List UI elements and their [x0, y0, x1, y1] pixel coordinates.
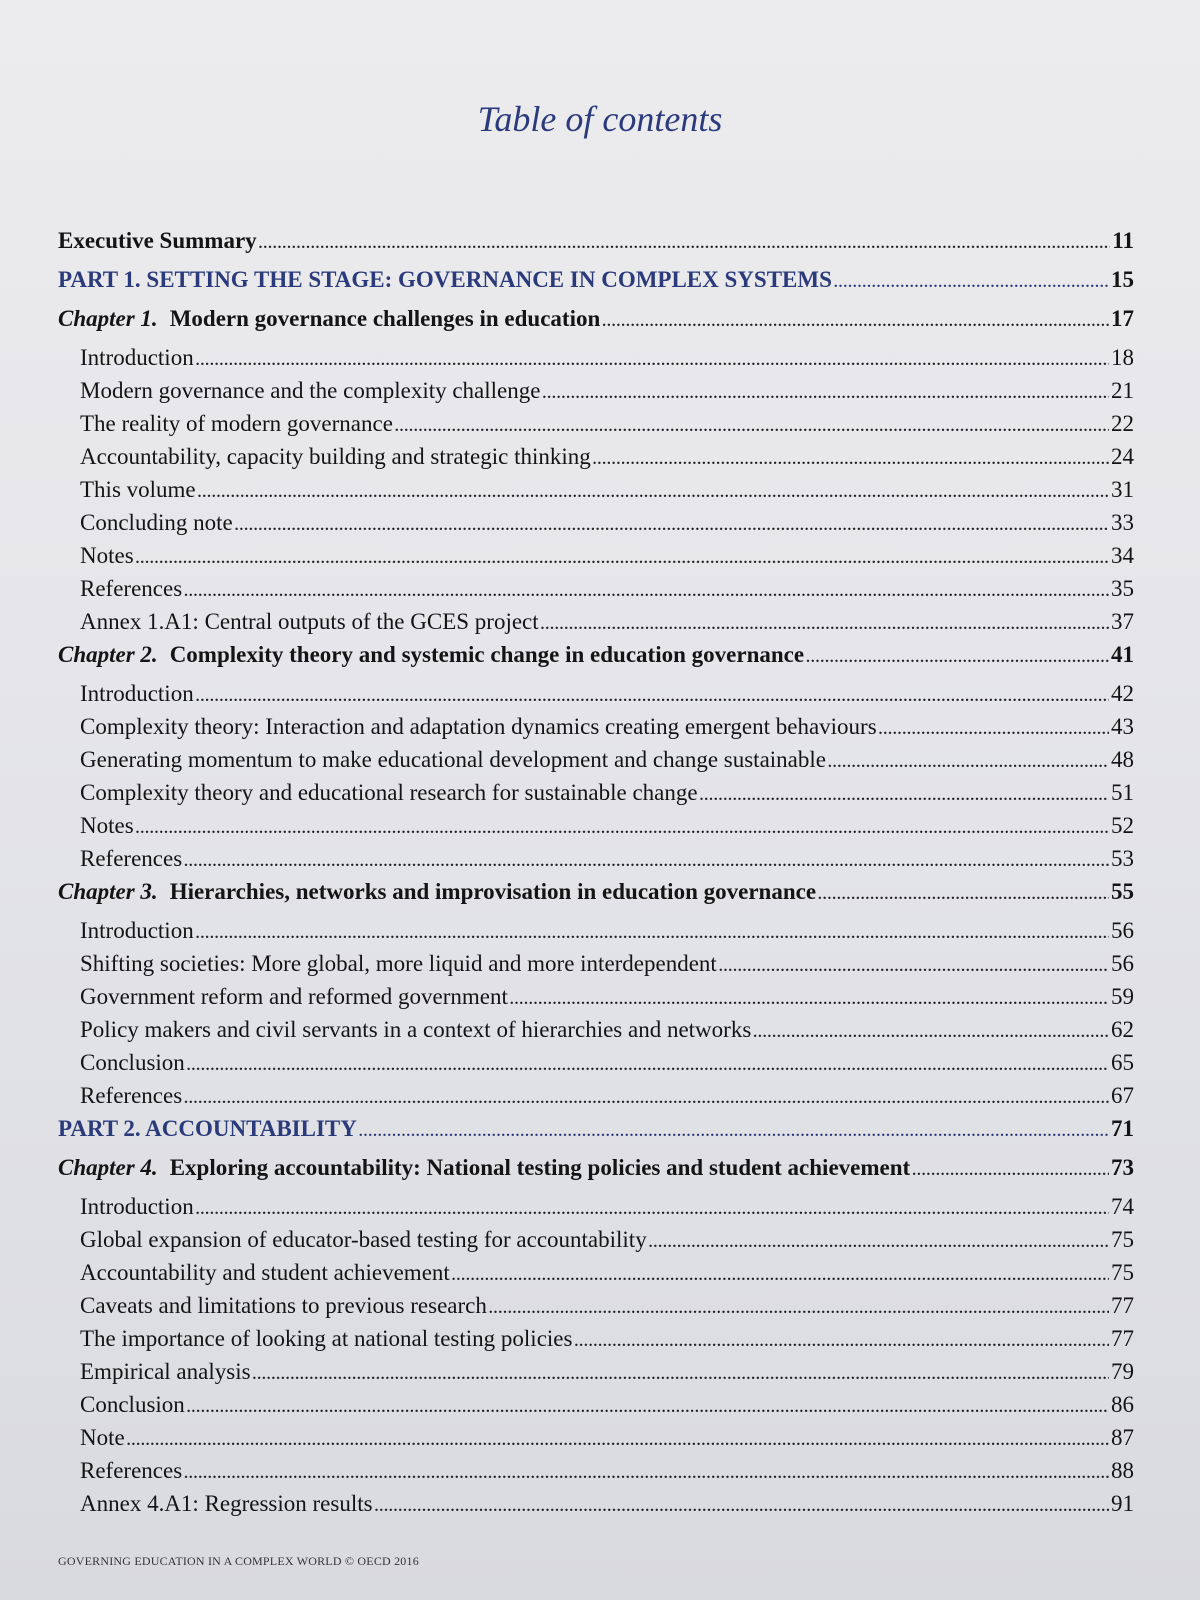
toc-entry-text: Shifting societies: More global, more liquid and more interdependent [80, 951, 717, 976]
toc-entry-label [58, 226, 257, 256]
toc-entry-label [80, 1225, 647, 1255]
toc-entry-item [58, 1225, 1134, 1258]
toc-entry-label [80, 949, 717, 979]
dot-leader [719, 952, 1109, 982]
dot-leader [602, 307, 1109, 337]
toc-entry-text: Introduction [80, 1194, 194, 1219]
toc-entry-text: Policy makers and civil servants in a context of hierarchies and networks [80, 1017, 752, 1042]
toc-entry-item [58, 1423, 1134, 1456]
toc-entry-page-number: 77 [1111, 1326, 1134, 1351]
toc-entry-item [58, 607, 1134, 640]
toc-entry-page-number: 91 [1111, 1491, 1134, 1516]
toc-entry-label [80, 1258, 450, 1288]
toc-entry-page-number: 56 [1111, 951, 1134, 976]
toc-entry-text: Modern governance challenges in education [169, 306, 601, 331]
toc-entry-chapter [58, 877, 1134, 910]
toc-entry-page-number: 73 [1111, 1155, 1134, 1180]
dot-leader [136, 814, 1109, 844]
toc-entry-item [58, 1258, 1134, 1291]
toc-entry-text: Introduction [80, 918, 194, 943]
table-of-contents [58, 226, 1134, 1522]
dot-leader [184, 1084, 1109, 1114]
toc-entry-label [80, 442, 591, 472]
toc-entry-text: Introduction [80, 681, 194, 706]
toc-entry-label [58, 1114, 357, 1144]
toc-entry-label [80, 376, 540, 406]
toc-entry-label [80, 475, 196, 505]
toc-entry-text: Annex 4.A1: Regression results [80, 1491, 373, 1516]
toc-entry-label [80, 916, 194, 946]
dot-leader [187, 1051, 1109, 1081]
toc-entry-label [80, 712, 877, 742]
toc-entry-page-number: 34 [1111, 543, 1134, 568]
toc-entry-chapter [58, 304, 1134, 337]
toc-entry-label [80, 343, 194, 373]
toc-entry-text: Complexity theory: Interaction and adaptation dynamics creating emergent behaviours [80, 714, 877, 739]
toc-entry-page-number: 74 [1111, 1194, 1134, 1219]
toc-entry-item [58, 982, 1134, 1015]
toc-entry-chapter [58, 1153, 1134, 1186]
toc-entry-page-number: 15 [1111, 267, 1134, 292]
dot-leader [375, 1492, 1109, 1522]
toc-entry-page-number: 48 [1111, 747, 1134, 772]
toc-entry-text: Conclusion [80, 1050, 185, 1075]
dot-leader [259, 229, 1111, 259]
toc-entry-page-number: 42 [1111, 681, 1134, 706]
toc-entry-part [58, 1114, 1134, 1147]
toc-entry-text: Government reform and reformed government [80, 984, 508, 1009]
toc-entry-page-number: 43 [1111, 714, 1134, 739]
toc-entry-page-number: 18 [1111, 345, 1134, 370]
page-title: Table of contents [477, 99, 723, 139]
toc-entry-text: Generating momentum to make educational development and change sustainable [80, 747, 826, 772]
toc-entry-text: References [80, 1083, 183, 1108]
toc-entry-summary [58, 226, 1134, 259]
dot-leader [806, 643, 1109, 673]
toc-entry-item [58, 1192, 1134, 1225]
toc-entry-page-number: 52 [1111, 813, 1134, 838]
toc-entry-text: Note [80, 1425, 125, 1450]
toc-entry-text: Conclusion [80, 1392, 185, 1417]
toc-entry-label [80, 844, 182, 874]
dot-leader [395, 412, 1109, 442]
dot-leader [489, 1294, 1109, 1324]
dot-leader [542, 379, 1109, 409]
dot-leader [818, 880, 1109, 910]
toc-entry-text: Notes [80, 813, 134, 838]
toc-entry-text: Accountability, capacity building and strategic thinking [80, 444, 591, 469]
toc-entry-page-number: 51 [1111, 780, 1134, 805]
chapter-number: Chapter 1. [58, 306, 158, 331]
chapter-number: Chapter 3. [58, 879, 158, 904]
toc-entry-text: References [80, 1458, 183, 1483]
toc-entry-text: Annex 1.A1: Central outputs of the GCES project [80, 609, 539, 634]
toc-entry-text: Empirical analysis [80, 1359, 251, 1384]
dot-leader [912, 1156, 1109, 1186]
toc-entry-item [58, 1456, 1134, 1489]
dot-leader [593, 445, 1109, 475]
toc-entry-label [58, 265, 832, 295]
toc-entry-item [58, 916, 1134, 949]
toc-entry-item [58, 778, 1134, 811]
dot-leader [834, 268, 1109, 298]
toc-entry-label [58, 640, 804, 670]
dot-leader [574, 1327, 1109, 1357]
toc-entry-item [58, 541, 1134, 574]
toc-entry-text: Global expansion of educator-based testing for accountability [80, 1227, 647, 1252]
dot-leader [184, 847, 1109, 877]
dot-leader [136, 544, 1109, 574]
toc-entry-page-number: 77 [1111, 1293, 1134, 1318]
toc-entry-page-number: 75 [1111, 1260, 1134, 1285]
toc-entry-label [58, 1153, 910, 1183]
toc-entry-item [58, 508, 1134, 541]
toc-entry-page-number: 24 [1111, 444, 1134, 469]
toc-entry-page-number: 21 [1111, 378, 1134, 403]
toc-entry-item [58, 811, 1134, 844]
toc-entry-item [58, 712, 1134, 745]
dot-leader [541, 610, 1109, 640]
dot-leader [187, 1393, 1109, 1423]
toc-entry-page-number: 71 [1111, 1116, 1134, 1141]
toc-entry-page-number: 75 [1111, 1227, 1134, 1252]
toc-entry-item [58, 1324, 1134, 1357]
toc-entry-page-number: 41 [1111, 642, 1134, 667]
dot-leader [452, 1261, 1109, 1291]
toc-entry-label [80, 1423, 125, 1453]
toc-entry-text: References [80, 846, 183, 871]
toc-entry-label [80, 574, 182, 604]
toc-entry-text: Modern governance and the complexity challenge [80, 378, 541, 403]
toc-entry-page-number: 87 [1111, 1425, 1134, 1450]
toc-entry-page-number: 59 [1111, 984, 1134, 1009]
toc-entry-text: PART 2. ACCOUNTABILITY [58, 1116, 357, 1141]
toc-entry-page-number: 37 [1111, 609, 1134, 634]
toc-entry-item [58, 844, 1134, 877]
toc-entry-label [80, 1291, 487, 1321]
toc-entry-page-number: 86 [1111, 1392, 1134, 1417]
toc-entry-page-number: 65 [1111, 1050, 1134, 1075]
dot-leader [879, 715, 1109, 745]
toc-entry-label [80, 409, 393, 439]
toc-entry-item [58, 745, 1134, 778]
dot-leader [127, 1426, 1109, 1456]
dot-leader [359, 1117, 1109, 1147]
toc-entry-item [58, 1489, 1134, 1522]
toc-entry-text: Accountability and student achievement [80, 1260, 450, 1285]
toc-entry-page-number: 11 [1112, 228, 1134, 253]
toc-entry-label [80, 508, 233, 538]
toc-entry-page-number: 88 [1111, 1458, 1134, 1483]
toc-entry-label [80, 1192, 194, 1222]
toc-entry-text: This volume [80, 477, 196, 502]
dot-leader [198, 478, 1109, 508]
toc-entry-label [80, 541, 134, 571]
toc-entry-page-number: 55 [1111, 879, 1134, 904]
dot-leader [184, 1459, 1109, 1489]
chapter-number: Chapter 4. [58, 1155, 158, 1180]
dot-leader [700, 781, 1109, 811]
toc-entry-label [80, 1324, 572, 1354]
toc-entry-chapter [58, 640, 1134, 673]
toc-entry-label [80, 1015, 751, 1045]
toc-entry-text: Notes [80, 543, 134, 568]
toc-entry-label [80, 982, 508, 1012]
dot-leader [649, 1228, 1109, 1258]
toc-entry-item [58, 409, 1134, 442]
dot-leader [235, 511, 1109, 541]
toc-entry-item [58, 475, 1134, 508]
toc-entry-label [80, 811, 134, 841]
toc-entry-part [58, 265, 1134, 298]
dot-leader [196, 1195, 1109, 1225]
chapter-number: Chapter 2. [58, 642, 158, 667]
toc-entry-item [58, 679, 1134, 712]
toc-entry-item [58, 1390, 1134, 1423]
toc-entry-text: Complexity theory and educational research for sustainable change [80, 780, 698, 805]
toc-entry-text: The importance of looking at national testing policies [80, 1326, 573, 1351]
toc-entry-label [80, 607, 539, 637]
toc-entry-label [80, 745, 826, 775]
toc-entry-text: Caveats and limitations to previous research [80, 1293, 487, 1318]
toc-entry-label [58, 877, 816, 907]
toc-entry-page-number: 53 [1111, 846, 1134, 871]
toc-entry-label [80, 1390, 185, 1420]
toc-entry-page-number: 62 [1111, 1017, 1134, 1042]
toc-entry-page-number: 22 [1111, 411, 1134, 436]
page-footer: GOVERNING EDUCATION IN A COMPLEX WORLD © OECD 2016 [58, 1554, 419, 1568]
dot-leader [196, 346, 1109, 376]
toc-entry-item [58, 949, 1134, 982]
toc-entry-label [58, 304, 600, 334]
toc-entry-label [80, 1357, 251, 1387]
toc-entry-page-number: 31 [1111, 477, 1134, 502]
toc-entry-text: PART 1. SETTING THE STAGE: GOVERNANCE IN COMPLEX SYSTEMS [58, 267, 832, 292]
toc-entry-item [58, 343, 1134, 376]
toc-entry-item [58, 1081, 1134, 1114]
toc-entry-item [58, 1048, 1134, 1081]
toc-entry-page-number: 17 [1111, 306, 1134, 331]
toc-entry-label [80, 1081, 182, 1111]
toc-entry-page-number: 56 [1111, 918, 1134, 943]
toc-entry-page-number: 33 [1111, 510, 1134, 535]
toc-entry-text: Introduction [80, 345, 194, 370]
dot-leader [828, 748, 1109, 778]
toc-entry-text: References [80, 576, 183, 601]
toc-entry-text: Hierarchies, networks and improvisation in education governance [169, 879, 817, 904]
toc-entry-page-number: 67 [1111, 1083, 1134, 1108]
toc-entry-item [58, 1015, 1134, 1048]
toc-entry-item [58, 1291, 1134, 1324]
toc-entry-text: Executive Summary [58, 228, 257, 253]
toc-entry-text: Complexity theory and systemic change in education governance [169, 642, 805, 667]
toc-entry-page-number: 79 [1111, 1359, 1134, 1384]
toc-entry-label [80, 1456, 182, 1486]
toc-entry-text: The reality of modern governance [80, 411, 393, 436]
toc-entry-label [80, 1489, 373, 1519]
toc-entry-page-number: 35 [1111, 576, 1134, 601]
toc-entry-text: Exploring accountability: National testing policies and student achievement [169, 1155, 911, 1180]
toc-entry-item [58, 574, 1134, 607]
toc-entry-item [58, 376, 1134, 409]
dot-leader [196, 919, 1109, 949]
toc-entry-item [58, 442, 1134, 475]
dot-leader [196, 682, 1109, 712]
toc-entry-label [80, 778, 698, 808]
toc-entry-label [80, 679, 194, 709]
dot-leader [753, 1018, 1109, 1048]
dot-leader [510, 985, 1109, 1015]
toc-entry-item [58, 1357, 1134, 1390]
dot-leader [253, 1360, 1109, 1390]
toc-entry-label [80, 1048, 185, 1078]
dot-leader [184, 577, 1109, 607]
toc-entry-text: Concluding note [80, 510, 233, 535]
